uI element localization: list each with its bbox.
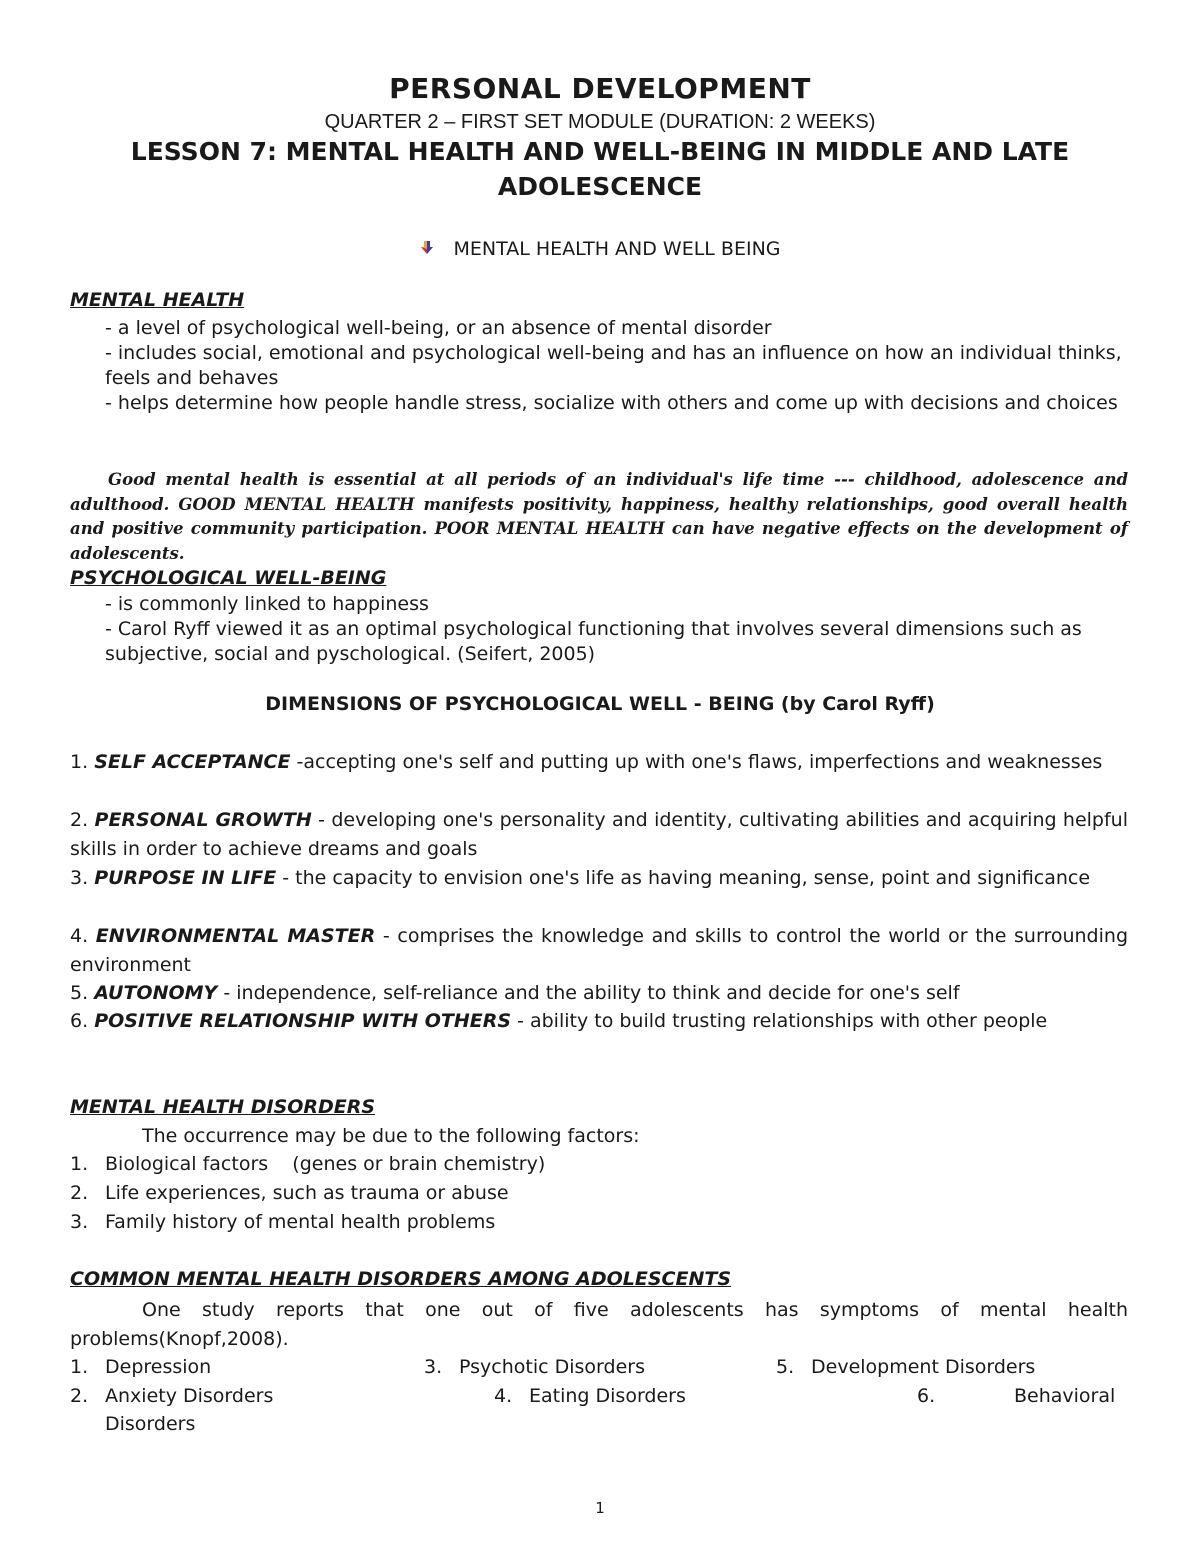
list-item: 2. Life experiences, such as trauma or abuse xyxy=(70,1182,509,1204)
page-number: 1 xyxy=(595,1499,605,1517)
document-subtitle: QUARTER 2 – FIRST SET MODULE (DURATION: 2 WEEKS) xyxy=(324,111,876,133)
list-item-text: Behavioral xyxy=(1014,1385,1116,1407)
arrow-bullet-icon xyxy=(419,240,435,256)
list-item-continuation: Disorders xyxy=(105,1413,196,1435)
section-heading xyxy=(0,237,1200,262)
psych-wellbeing-points xyxy=(105,592,1130,667)
factors-list xyxy=(70,1150,1128,1237)
list-item: - includes social, emotional and psychological well-being and has an influence on how an individual thinks, feels and behaves xyxy=(105,342,1122,389)
list-item: 2. Anxiety Disorders xyxy=(70,1385,274,1407)
list-item: 3. Family history of mental health problems xyxy=(70,1211,496,1233)
psych-wellbeing-heading: PSYCHOLOGICAL WELL-BEING xyxy=(70,567,387,589)
common-disorders-intro: One study reports that one out of five adolescents has symptoms of mental health problems(Knopf,2008). xyxy=(70,1299,1128,1350)
dimension-item: 6. POSITIVE RELATIONSHIP WITH OTHERS - ability to build trusting relationships with other people xyxy=(70,1010,1048,1032)
common-disorders-heading: COMMON MENTAL HEALTH DISORDERS AMONG ADOLESCENTS xyxy=(70,1268,732,1290)
dimension-item: 3. PURPOSE IN LIFE - the capacity to envision one's life as having meaning, sense, point and significance xyxy=(70,867,1091,889)
list-item: 3. Psychotic Disorders xyxy=(424,1356,645,1378)
list-item: 1. Depression xyxy=(70,1356,212,1378)
mental-health-points xyxy=(105,316,1130,416)
dimensions-heading: DIMENSIONS OF PSYCHOLOGICAL WELL - BEING (by Carol Ryff) xyxy=(265,693,935,715)
dimension-item: 2. PERSONAL GROWTH - developing one's personality and identity, cultivating abilities and acquiring helpful skills in order to achieve dreams and goals xyxy=(70,809,1128,860)
list-item: - a level of psychological well-being, or an absence of mental disorder xyxy=(105,317,772,339)
list-item: 6. xyxy=(917,1385,936,1407)
list-item: - helps determine how people handle stress, socialize with others and come up with decisions and choices xyxy=(105,392,1118,414)
mental-health-heading: MENTAL HEALTH xyxy=(70,289,245,311)
list-item: 4. Eating Disorders xyxy=(494,1385,686,1407)
document-title: PERSONAL DEVELOPMENT xyxy=(389,72,811,105)
disorders-intro: The occurrence may be due to the following factors: xyxy=(142,1125,640,1147)
list-item: - Carol Ryff viewed it as an optimal psychological functioning that involves several dimensions such as subjective, social and pyschological. (Seifert, 2005) xyxy=(105,618,1082,665)
disorders-heading: MENTAL HEALTH DISORDERS xyxy=(70,1096,376,1118)
list-item: 5. Development Disorders xyxy=(776,1356,1036,1378)
dimension-item: 1. SELF ACCEPTANCE -accepting one's self and putting up with one's flaws, imperfections and weaknesses xyxy=(70,751,1103,773)
lesson-title: LESSON 7: MENTAL HEALTH AND WELL-BEING IN MIDDLE AND LATE ADOLESCENCE xyxy=(130,137,1070,201)
dimension-item: 5. AUTONOMY - independence, self-reliance and the ability to think and decide for one's self xyxy=(70,982,960,1004)
section-heading-text: MENTAL HEALTH AND WELL BEING xyxy=(453,238,781,260)
list-item: 1. Biological factors (genes or brain chemistry) xyxy=(70,1153,546,1175)
mental-health-note: Good mental health is essential at all periods of an individual's life time --- childhood, adolescence and adulthood. GOOD MENTAL HEALTH manifests positivity, happiness, healthy relationships, good overall health and positive community participation. POOR MENTAL HEALTH can have negative effects on the development of adolescents. xyxy=(70,470,1128,563)
dimension-item: 4. ENVIRONMENTAL MASTER - comprises the knowledge and skills to control the world or the surrounding environment xyxy=(70,925,1128,976)
list-item: - is commonly linked to happiness xyxy=(105,593,429,615)
